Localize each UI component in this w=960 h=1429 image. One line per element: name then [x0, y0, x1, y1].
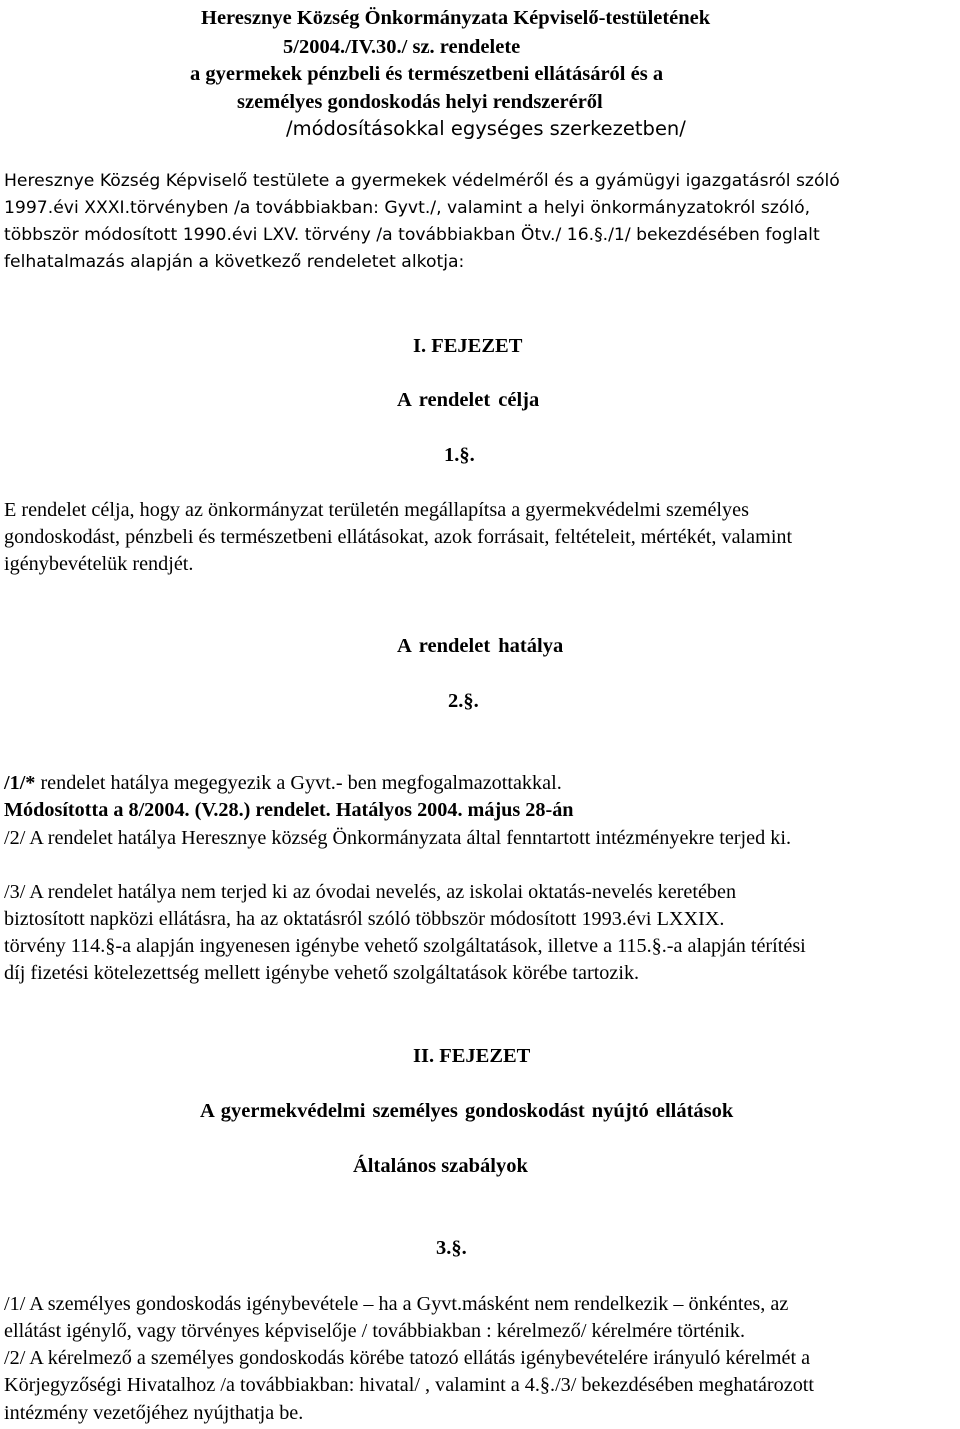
scope-para-3-line-3: törvény 114.§-a alapján ingyenesen igénybe vehető szolgáltatások, illetve a 115.§.-a alapján térítési: [4, 935, 806, 957]
title-line-1: Heresznye Község Önkormányzata Képviselő-testületének: [201, 7, 711, 29]
scope-para-3-line-1: /3/ A rendelet hatálya nem terjed ki az óvodai nevelés, az iskolai oktatás-nevelés keretében: [4, 881, 737, 903]
scope-para-3-line-4: díj fizetési kötelezettség mellett igénybe vehető szolgáltatások körébe tartozik.: [4, 962, 640, 984]
scope-para-1-prefix: /1/*: [4, 772, 36, 794]
chapter-2-para-1-line-2: ellátást igénylő, vagy törvényes képviselője / továbbiakban : kérelmező/ kérelmére történik.: [4, 1320, 746, 1342]
title-line-3: a gyermekek pénzbeli és természetbeni ellátásáról és a: [190, 63, 664, 85]
chapter-2-subheading: A gyermekvédelmi személyes gondoskodást nyújtó ellátások: [200, 1100, 734, 1122]
chapter-2-para-2-line-3: intézmény vezetőjéhez nyújthatja be.: [4, 1402, 304, 1424]
chapter-1-para-line-3: igénybevételük rendjét.: [4, 553, 194, 575]
chapter-2-para-2-line-2: Körjegyzőségi Hivatalhoz /a továbbiakban: hivatal/ , valamint a 4.§./3/ bekezdésében meghatározott: [4, 1374, 815, 1396]
scope-para-1-text: rendelet hatálya megegyezik a Gyvt.- ben megfogalmazottakkal.: [35, 772, 562, 794]
chapter-1-subheading: A rendelet célja: [397, 389, 540, 411]
chapter-2-para-2-line-1: /2/ A kérelmező a személyes gondoskodás körébe tatozó ellátás igénybevételére irányuló kérelmét a: [4, 1347, 811, 1369]
preamble-line-1: Heresznye Község Képviselő testülete a gyermekek védelméről és a gyámügyi igazgatásról szóló: [4, 171, 840, 191]
title-line-5: /módosításokkal egységes szerkezetben/: [286, 117, 686, 140]
title-line-2: 5/2004./IV.30./ sz. rendelete: [283, 36, 521, 58]
chapter-2-subsubheading: Általános szabályok: [353, 1155, 528, 1177]
preamble-line-2: 1997.évi XXXI.törvényben /a továbbiakban: Gyvt./, valamint a helyi önkormányzatokról szóló,: [4, 198, 811, 218]
preamble-line-4: felhatalmazás alapján a következő rendeletet alkotja:: [4, 252, 465, 272]
preamble-line-3: többször módosított 1990.évi LXV. törvény /a továbbiakban Ötv./ 16.§./1/ bekezdésében foglalt: [4, 225, 820, 245]
chapter-1-para-line-2: gondoskodást, pénzbeli és természetbeni ellátásokat, azok forrásait, feltételeit, mértékét, valamint: [4, 526, 793, 548]
title-line-4: személyes gondoskodás helyi rendszeréről: [237, 91, 603, 113]
section-2-number: 2.§.: [448, 690, 479, 712]
scope-heading: A rendelet hatálya: [397, 635, 564, 657]
scope-para-2: /2/ A rendelet hatálya Heresznye község Önkormányzata által fenntartott intézményekre terjed ki.: [4, 827, 791, 849]
section-1-number: 1.§.: [444, 444, 475, 466]
chapter-2-heading: II. FEJEZET: [413, 1045, 531, 1067]
scope-para-1: [4, 773, 562, 793]
chapter-1-para-line-1: E rendelet célja, hogy az önkormányzat területén megállapítsa a gyermekvédelmi személyes: [4, 499, 749, 521]
section-3-number: 3.§.: [436, 1237, 467, 1259]
scope-para-3-line-2: biztosított napközi ellátásra, ha az oktatásról szóló többször módosított 1993.évi LXXIX.: [4, 908, 725, 930]
chapter-2-para-1-line-1: /1/ A személyes gondoskodás igénybevétele – ha a Gyvt.másként nem rendelkezik – önkéntes, az: [4, 1293, 789, 1315]
amendment-note: Módosította a 8/2004. (V.28.) rendelet. Hatályos 2004. május 28-án: [4, 799, 574, 821]
chapter-1-heading: I. FEJEZET: [413, 335, 523, 357]
